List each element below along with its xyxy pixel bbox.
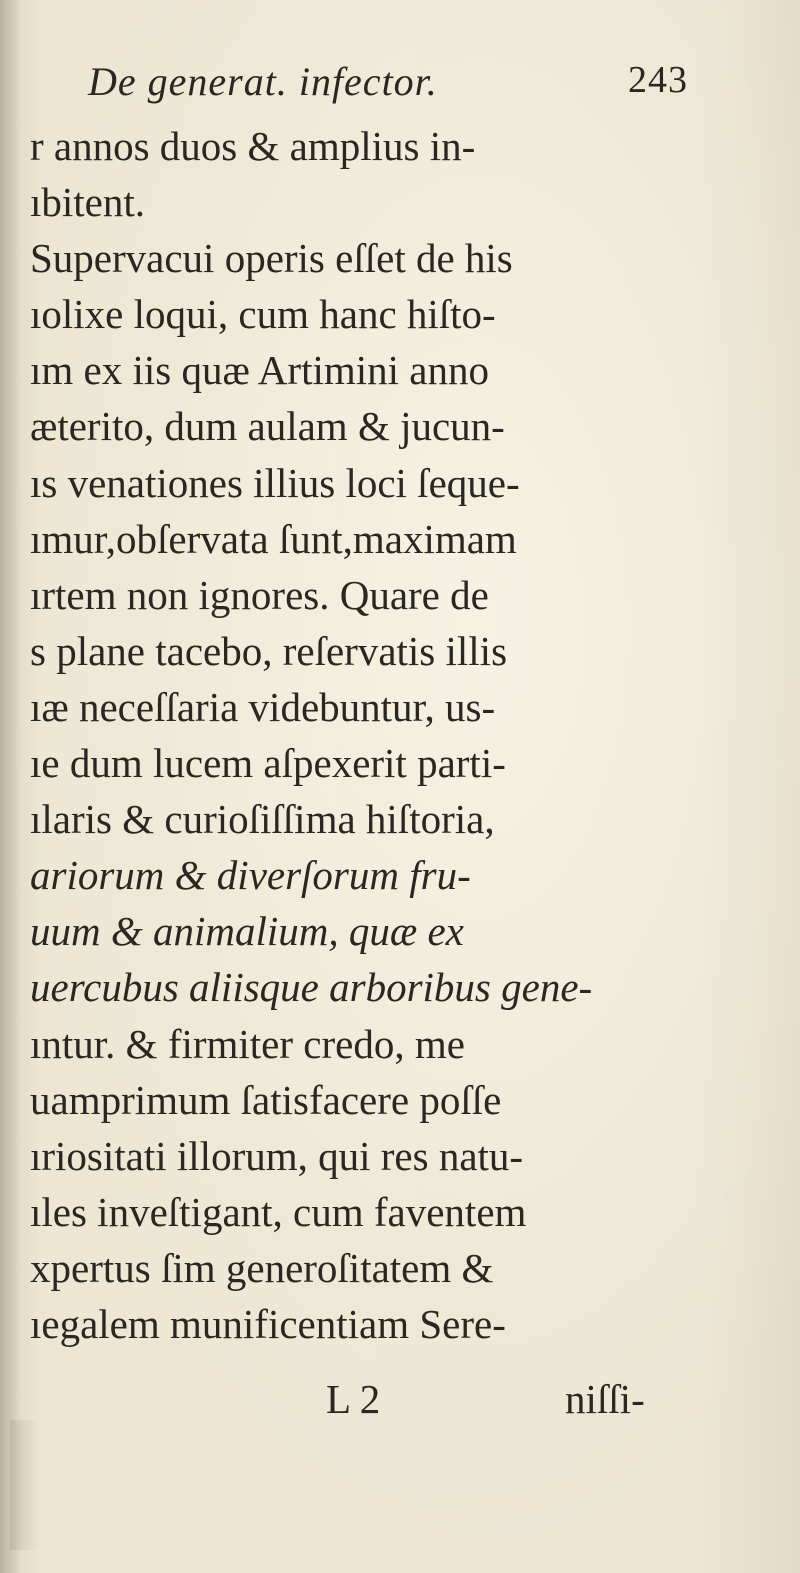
text-line: ım ex iis quæ Artimini anno xyxy=(30,347,489,394)
running-head-title: De generat. infector. xyxy=(88,59,438,104)
running-head xyxy=(88,58,688,118)
text-line: ıegalem munificentiam Sere- xyxy=(30,1300,506,1347)
page-gutter-shadow xyxy=(0,0,22,1573)
text-line: æterito, dum aulam & jucun- xyxy=(30,403,505,450)
text-line: uamprimum ſatisfacere poſſe xyxy=(30,1076,502,1123)
text-line: uum & animalium, quæ ex xyxy=(30,908,464,955)
text-line: ılaris & curioſiſſima hiſtoria, xyxy=(30,796,495,843)
text-line: s plane tacebo, reſervatis illis xyxy=(30,627,508,674)
page-number: 243 xyxy=(628,59,688,101)
text-line: ırtem non ignores. Quare de xyxy=(30,571,489,618)
text-line: ıolixe loqui, cum hanc hiſto- xyxy=(30,291,496,338)
text-line: uercubus aliisque arboribus gene- xyxy=(30,964,593,1011)
text-line: ıæ neceſſaria videbuntur, us- xyxy=(30,683,496,730)
text-line: ıles inveſtigant, cum faventem xyxy=(30,1188,527,1235)
text-line: ıriositati illorum, qui res natu- xyxy=(30,1132,524,1179)
text-line: xpertus ſim generoſitatem & xyxy=(30,1244,494,1291)
text-line: ıntur. & firmiter credo, me xyxy=(30,1020,465,1067)
text-line: r annos duos & amplius in- xyxy=(30,123,476,169)
text-line: Supervacui operis eſſet de his xyxy=(30,235,513,282)
text-line: ıe dum lucem aſpexerit parti- xyxy=(30,740,506,787)
page-footer xyxy=(0,1375,800,1435)
text-line: ıs venationes illius loci ſeque- xyxy=(30,459,520,506)
text-line: ıbitent. xyxy=(30,179,146,226)
catchword: niſſi- xyxy=(565,1376,645,1422)
text-line: ımur,obſervata ſunt,maximam xyxy=(30,515,517,562)
margin-stain xyxy=(10,1420,40,1550)
body-text xyxy=(30,118,690,1352)
signature-mark: L 2 xyxy=(326,1376,381,1422)
text-line: ariorum & diverſorum fru- xyxy=(30,852,471,899)
